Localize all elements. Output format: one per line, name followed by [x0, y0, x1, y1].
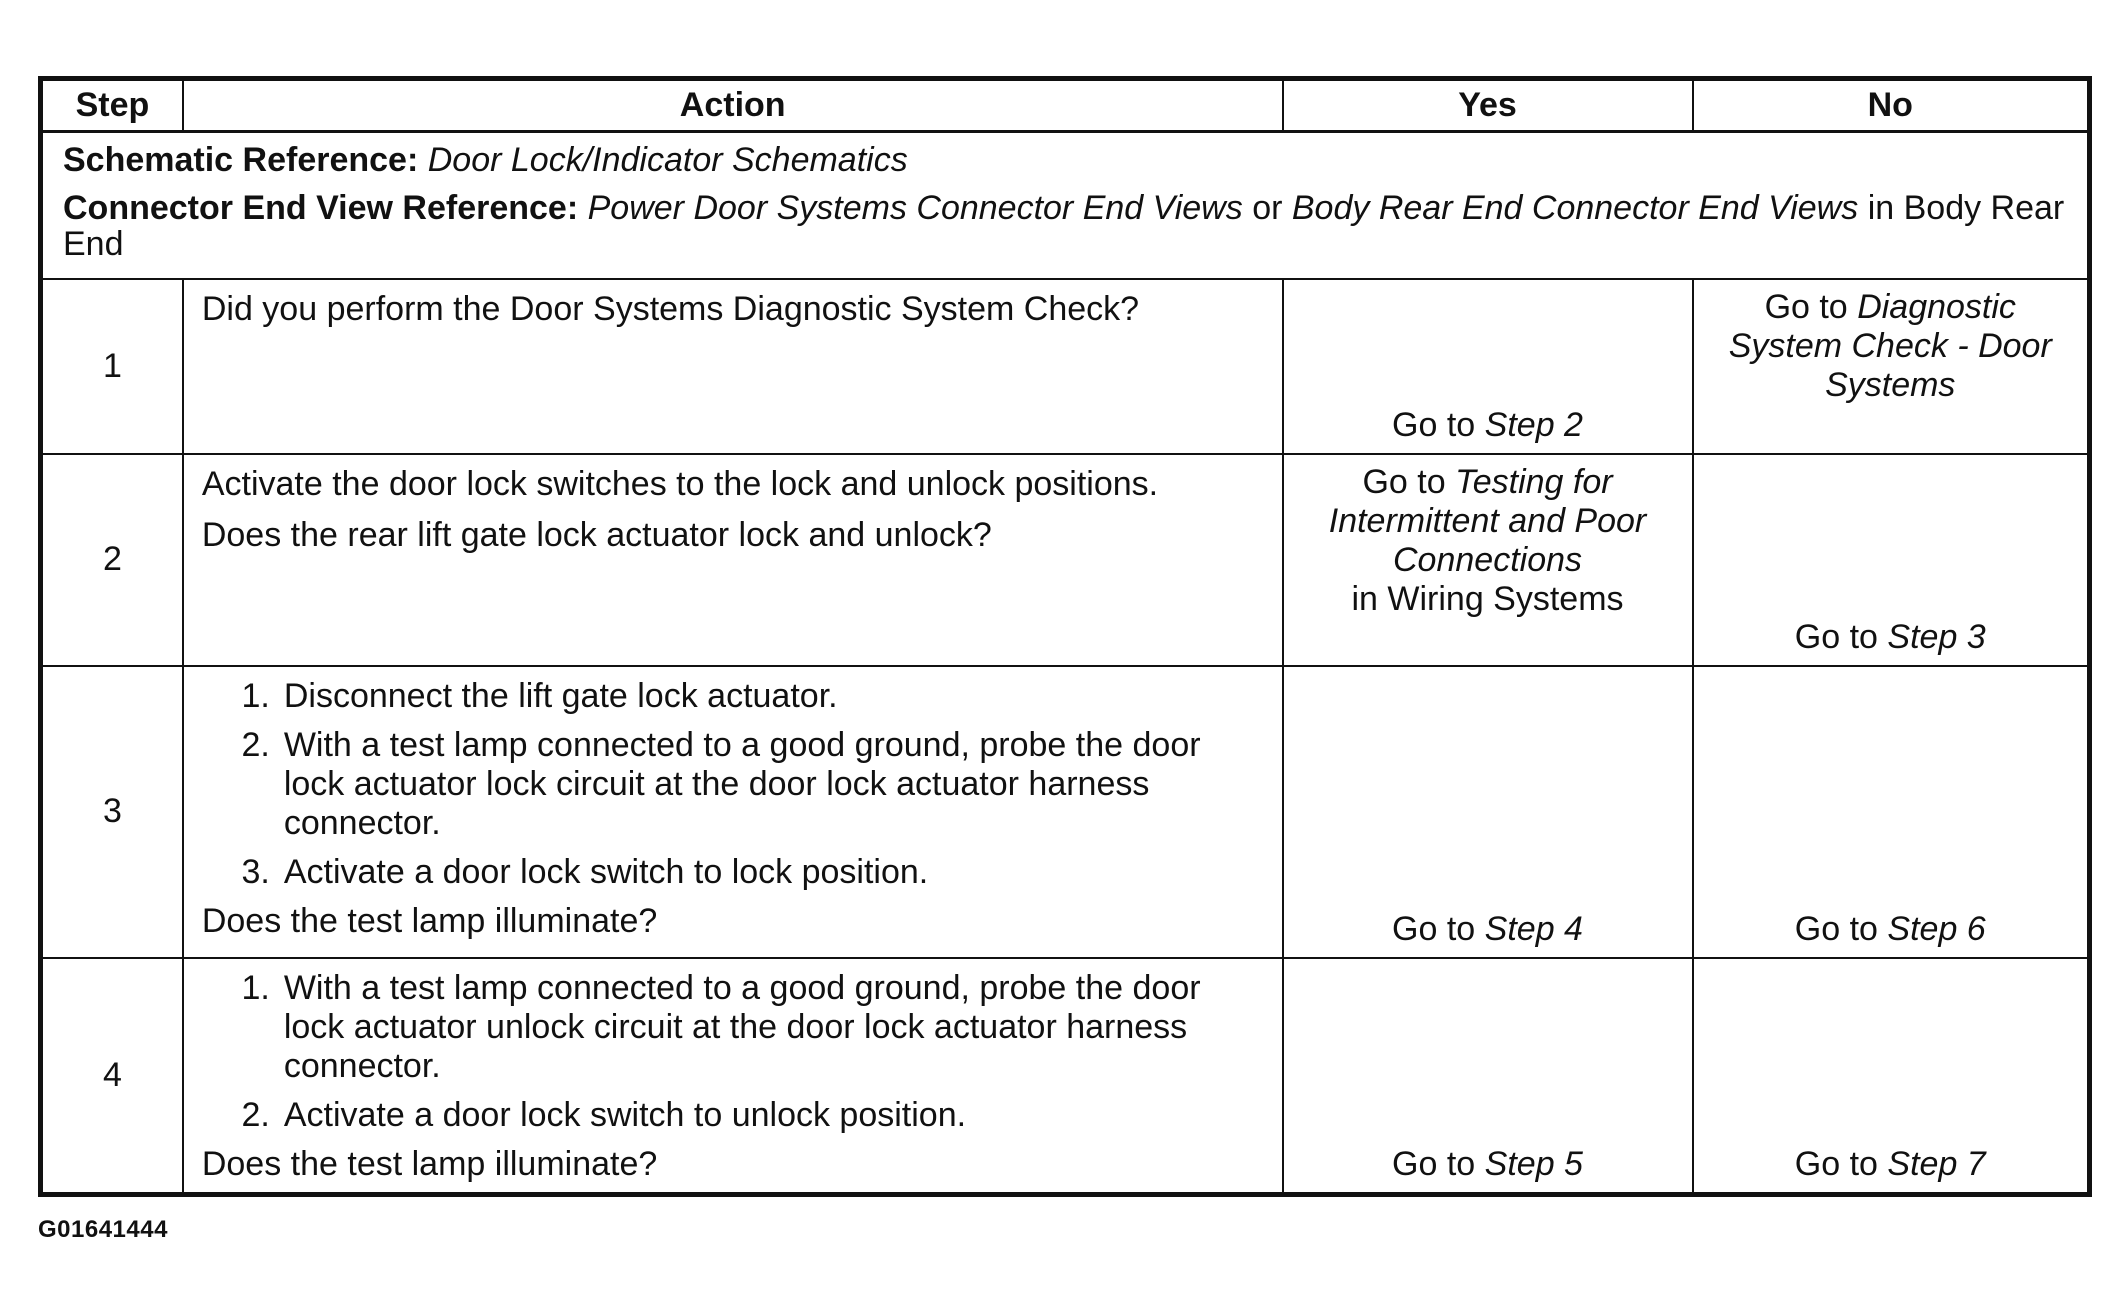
yes-result: [1294, 463, 1682, 619]
reference-cell: [41, 132, 2090, 279]
yes-prefix: Go to: [1362, 462, 1446, 501]
no-prefix: Go to: [1764, 287, 1848, 326]
action-list-item: [202, 1096, 1268, 1135]
connector-reference-location: in Body Rear End: [63, 189, 2065, 263]
header-row: [41, 79, 2090, 132]
action-list-item: [202, 853, 1268, 892]
yes-link[interactable]: Step 5: [1484, 1144, 1583, 1183]
item-text: Disconnect the lift gate lock actuator.: [283, 676, 838, 715]
item-number: 1.: [241, 676, 270, 715]
item-text: Activate a door lock switch to lock position.: [283, 852, 929, 891]
yes-prefix: Go to: [1392, 405, 1476, 444]
connector-reference-link-1[interactable]: Power Door Systems Connector End Views: [587, 189, 1243, 227]
item-number: 2.: [241, 1095, 270, 1134]
action-text: Did you perform the Door Systems Diagnostic System Check?: [201, 289, 1140, 328]
header-step: Step: [41, 79, 183, 132]
step-number: 1: [41, 279, 183, 454]
step-row-2: [41, 454, 2090, 666]
action-cell: [183, 958, 1283, 1195]
no-result: [1795, 910, 1986, 949]
no-link[interactable]: Step 3: [1887, 617, 1986, 656]
figure-id: G01641444: [38, 1216, 168, 1243]
yes-prefix: Go to: [1392, 909, 1476, 948]
no-prefix: Go to: [1794, 617, 1878, 656]
no-cell: [1693, 279, 2090, 454]
action-question: Does the test lamp illuminate?: [201, 901, 658, 940]
step-row-1: [41, 279, 2090, 454]
no-link[interactable]: Diagnostic System Check - Door Systems: [1728, 287, 2052, 404]
item-number: 2.: [241, 725, 270, 764]
action-text: Activate the door lock switches to the lock and unlock positions.: [201, 464, 1159, 503]
item-text: With a test lamp connected to a good ground, probe the door lock actuator lock circuit at the door lock actuator harness connector.: [283, 725, 1201, 842]
yes-cell: [1283, 958, 1693, 1195]
connector-reference-link-2[interactable]: Body Rear End Connector End Views: [1291, 189, 1859, 227]
no-cell: [1693, 958, 2090, 1195]
action-question: Does the test lamp illuminate?: [201, 1144, 658, 1183]
no-result: [1795, 618, 1986, 657]
schematic-reference: [63, 141, 2067, 180]
header-yes: Yes: [1283, 79, 1693, 132]
yes-result: [1392, 1145, 1583, 1184]
yes-result: [1392, 910, 1583, 949]
header-action: Action: [183, 79, 1283, 132]
schematic-reference-label: Schematic Reference:: [63, 141, 419, 179]
connector-reference-label: Connector End View Reference:: [63, 189, 579, 227]
schematic-reference-link[interactable]: Door Lock/Indicator Schematics: [427, 141, 908, 179]
no-link[interactable]: Step 7: [1887, 1144, 1986, 1183]
no-cell: [1693, 666, 2090, 958]
yes-cell: [1283, 279, 1693, 454]
action-cell: [183, 279, 1283, 454]
yes-result: [1392, 406, 1583, 445]
action-cell: [183, 454, 1283, 666]
yes-link[interactable]: Step 4: [1484, 909, 1583, 948]
action-list-item: [202, 726, 1268, 843]
no-cell: [1693, 454, 2090, 666]
item-text: With a test lamp connected to a good ground, probe the door lock actuator unlock circuit at the door lock actuator harness connector.: [283, 968, 1201, 1085]
yes-prefix: Go to: [1392, 1144, 1476, 1183]
action-question: Does the rear lift gate lock actuator lock and unlock?: [201, 515, 992, 554]
step-row-3: [41, 666, 2090, 958]
step-number: 4: [41, 958, 183, 1195]
item-text: Activate a door lock switch to unlock position.: [283, 1095, 967, 1134]
header-no: No: [1693, 79, 2090, 132]
connector-reference-or: or: [1252, 189, 1283, 227]
step-row-4: [41, 958, 2090, 1195]
yes-cell: [1283, 454, 1693, 666]
action-list-item: [202, 969, 1268, 1086]
yes-link[interactable]: Testing for Intermittent and Poor Connections: [1328, 462, 1647, 579]
reference-row: [41, 132, 2090, 279]
yes-cell: [1283, 666, 1693, 958]
yes-suffix: in Wiring Systems: [1351, 579, 1624, 618]
action-list: [202, 677, 1268, 892]
step-number: 3: [41, 666, 183, 958]
no-result: [1704, 288, 2077, 405]
action-cell: [183, 666, 1283, 958]
connector-reference: [63, 190, 2067, 262]
action-list-item: [202, 677, 1268, 716]
no-prefix: Go to: [1794, 1144, 1878, 1183]
item-number: 3.: [241, 852, 270, 891]
action-list: [202, 969, 1268, 1135]
no-link[interactable]: Step 6: [1887, 909, 1986, 948]
item-number: 1.: [241, 968, 270, 1007]
step-number: 2: [41, 454, 183, 666]
no-prefix: Go to: [1794, 909, 1878, 948]
no-result: [1795, 1145, 1986, 1184]
diagnostic-table: [38, 76, 2092, 1197]
yes-link[interactable]: Step 2: [1484, 405, 1583, 444]
